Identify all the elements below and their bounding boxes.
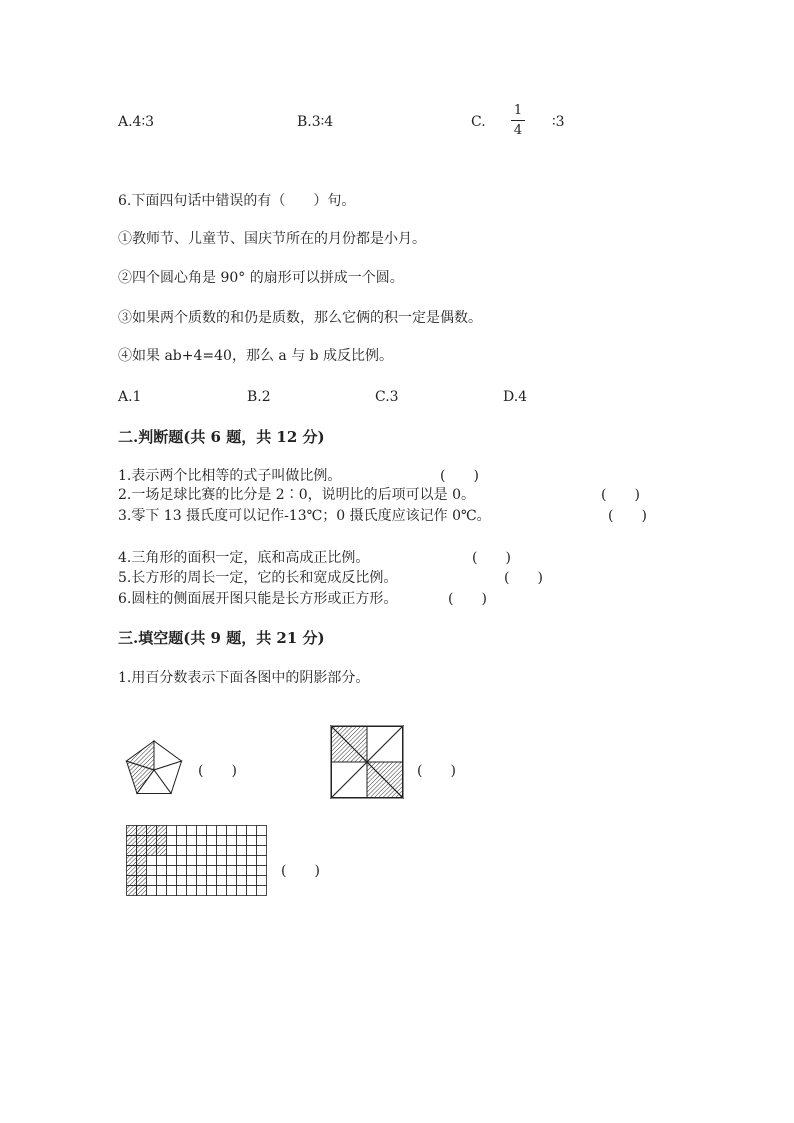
grid-cell	[247, 866, 257, 876]
judge-blank-1[interactable]: ( )	[440, 468, 479, 484]
q5-option-b[interactable]: B.3∶4	[297, 114, 334, 130]
q5-option-a[interactable]: A.4∶3	[118, 114, 155, 130]
grid-cell	[227, 846, 237, 856]
grid-shaded-cell	[137, 826, 147, 836]
grid-shaded-cell	[127, 866, 137, 876]
grid-cell	[197, 836, 207, 846]
grid-cell	[257, 836, 267, 846]
grid-cell	[227, 876, 237, 886]
grid-cell	[257, 856, 267, 866]
grid-cell	[237, 866, 247, 876]
grid-cell	[197, 876, 207, 886]
grid-cell	[157, 876, 167, 886]
judge-blank-5[interactable]: ( )	[504, 570, 543, 586]
grid-cell	[217, 876, 227, 886]
grid-cell	[187, 866, 197, 876]
grid-shaded-cell	[147, 826, 157, 836]
grid-cell	[177, 856, 187, 866]
section2-title: 二.判断题(共 6 题，共 12 分)	[118, 428, 325, 446]
grid-cell	[197, 826, 207, 836]
judge-item-6: 6.圆柱的侧面展开图只能是长方形或正方形。	[118, 591, 398, 607]
grid-cell	[217, 846, 227, 856]
grid-cell	[167, 866, 177, 876]
square-answer-blank[interactable]: ( )	[417, 763, 456, 779]
q6-option-a[interactable]: A.1	[118, 389, 142, 405]
grid-cell	[177, 846, 187, 856]
grid-shaded-cell	[157, 836, 167, 846]
grid-cell	[177, 826, 187, 836]
grid-cell	[207, 886, 217, 896]
grid-shaded-cell	[137, 876, 147, 886]
grid-shaded-cell	[137, 886, 147, 896]
grid-shaded-cell	[157, 846, 167, 856]
grid-shaded-cell	[137, 866, 147, 876]
grid-cell	[257, 876, 267, 886]
grid-cell	[147, 886, 157, 896]
judge-blank-4[interactable]: ( )	[472, 550, 511, 566]
grid-cell	[237, 826, 247, 836]
grid-cell	[257, 886, 267, 896]
grid-cell	[227, 836, 237, 846]
grid-cell	[247, 836, 257, 846]
grid-cell	[167, 856, 177, 866]
grid-cell	[247, 886, 257, 896]
grid-cell	[147, 876, 157, 886]
q5-option-c-numerator: 1	[513, 103, 523, 118]
grid-cell	[217, 886, 227, 896]
q6-option-d[interactable]: D.4	[503, 389, 528, 405]
grid-shaded-cell	[127, 856, 137, 866]
grid-shaded-cell	[127, 846, 137, 856]
q6-option-b[interactable]: B.2	[247, 389, 271, 405]
judge-item-5: 5.长方形的周长一定，它的长和宽成反比例。	[118, 570, 398, 586]
q6-statement-3: ③如果两个质数的和仍是质数，那么它俩的积一定是偶数。	[118, 310, 482, 326]
grid-cell	[177, 886, 187, 896]
fill-q1-stem: 1.用百分数表示下面各图中的阴影部分。	[118, 670, 370, 686]
q6-statement-1: ①教师节、儿童节、国庆节所在的月份都是小月。	[118, 231, 426, 247]
grid-cell	[207, 856, 217, 866]
q5-option-c-label[interactable]: C.	[471, 114, 486, 130]
grid-cell	[197, 886, 207, 896]
grid-cell	[247, 826, 257, 836]
grid-cell	[207, 876, 217, 886]
fraction-bar	[511, 120, 525, 121]
q6-statement-4: ④如果 ab+4=40，那么 a 与 b 成反比例。	[118, 348, 394, 364]
grid-shaded-cell	[157, 826, 167, 836]
grid-cell	[237, 886, 247, 896]
grid-cell	[187, 886, 197, 896]
grid-cell	[187, 826, 197, 836]
grid-cell	[157, 886, 167, 896]
grid-cell	[207, 826, 217, 836]
grid-shaded-cell	[127, 876, 137, 886]
grid-cell	[167, 826, 177, 836]
grid-cell	[177, 876, 187, 886]
grid-cell	[257, 846, 267, 856]
grid-cell	[187, 836, 197, 846]
judge-blank-3[interactable]: ( )	[608, 508, 647, 524]
q5-option-c-denominator: 4	[513, 123, 523, 138]
pentagon-figure	[124, 738, 184, 798]
grid-cell	[187, 856, 197, 866]
grid-shaded-cell	[147, 846, 157, 856]
judge-item-3: 3.零下 13 摄氏度可以记作-13℃；0 摄氏度应该记作 0℃。	[118, 508, 491, 524]
grid-cell	[167, 836, 177, 846]
judge-blank-6[interactable]: ( )	[448, 591, 487, 607]
grid-cell	[217, 826, 227, 836]
grid-cell	[187, 846, 197, 856]
grid-cell	[227, 866, 237, 876]
grid-cell	[207, 836, 217, 846]
grid-cell	[247, 856, 257, 866]
grid-cell	[247, 846, 257, 856]
section3-title: 三.填空题(共 9 题，共 21 分)	[118, 629, 325, 647]
q5-option-c-suffix: ∶3	[552, 114, 565, 130]
grid-cell	[167, 846, 177, 856]
grid-cell	[237, 856, 247, 866]
grid-cell	[227, 856, 237, 866]
grid-cell	[147, 866, 157, 876]
grid-cell	[217, 836, 227, 846]
judge-blank-2[interactable]: ( )	[601, 487, 640, 503]
grid-shaded-cell	[137, 836, 147, 846]
q6-option-c[interactable]: C.3	[375, 389, 399, 405]
grid-cell	[227, 826, 237, 836]
grid-cell	[257, 826, 267, 836]
q6-stem: 6.下面四句话中错误的有（ ）句。	[118, 193, 356, 209]
q6-statement-2: ②四个圆心角是 90° 的扇形可以拼成一个圆。	[118, 270, 404, 286]
grid-cell	[157, 866, 167, 876]
pentagon-answer-blank[interactable]: ( )	[198, 763, 237, 779]
grid-cell	[187, 876, 197, 886]
grid-cell	[197, 856, 207, 866]
grid-cell	[217, 856, 227, 866]
grid-shaded-cell	[137, 856, 147, 866]
judge-item-1: 1.表示两个比相等的式子叫做比例。	[118, 468, 342, 484]
grid-cell	[157, 856, 167, 866]
grid-cell	[147, 856, 157, 866]
grid-cell	[177, 866, 187, 876]
grid-shaded-cell	[127, 836, 137, 846]
grid-cell	[207, 866, 217, 876]
grid-cell	[207, 846, 217, 856]
grid-cell	[227, 886, 237, 896]
grid-cell	[177, 836, 187, 846]
judge-item-4: 4.三角形的面积一定，底和高成正比例。	[118, 550, 370, 566]
judge-item-2: 2.一场足球比赛的比分是 2∶0，说明比的后项可以是 0。	[118, 487, 475, 503]
grid-shaded-cell	[147, 836, 157, 846]
grid-answer-blank[interactable]: ( )	[281, 863, 320, 879]
grid-shaded-cell	[127, 826, 137, 836]
grid-shaded-cell	[127, 886, 137, 896]
grid-cell	[237, 846, 247, 856]
square-figure	[331, 726, 403, 798]
grid-cell	[247, 876, 257, 886]
grid-cell	[167, 876, 177, 886]
grid-cell	[197, 846, 207, 856]
grid-figure	[126, 825, 266, 895]
grid-cell	[257, 866, 267, 876]
grid-cell	[237, 876, 247, 886]
grid-cell	[167, 886, 177, 896]
grid-cell	[237, 836, 247, 846]
grid-cell	[197, 866, 207, 876]
grid-cell	[217, 866, 227, 876]
grid-shaded-cell	[137, 846, 147, 856]
